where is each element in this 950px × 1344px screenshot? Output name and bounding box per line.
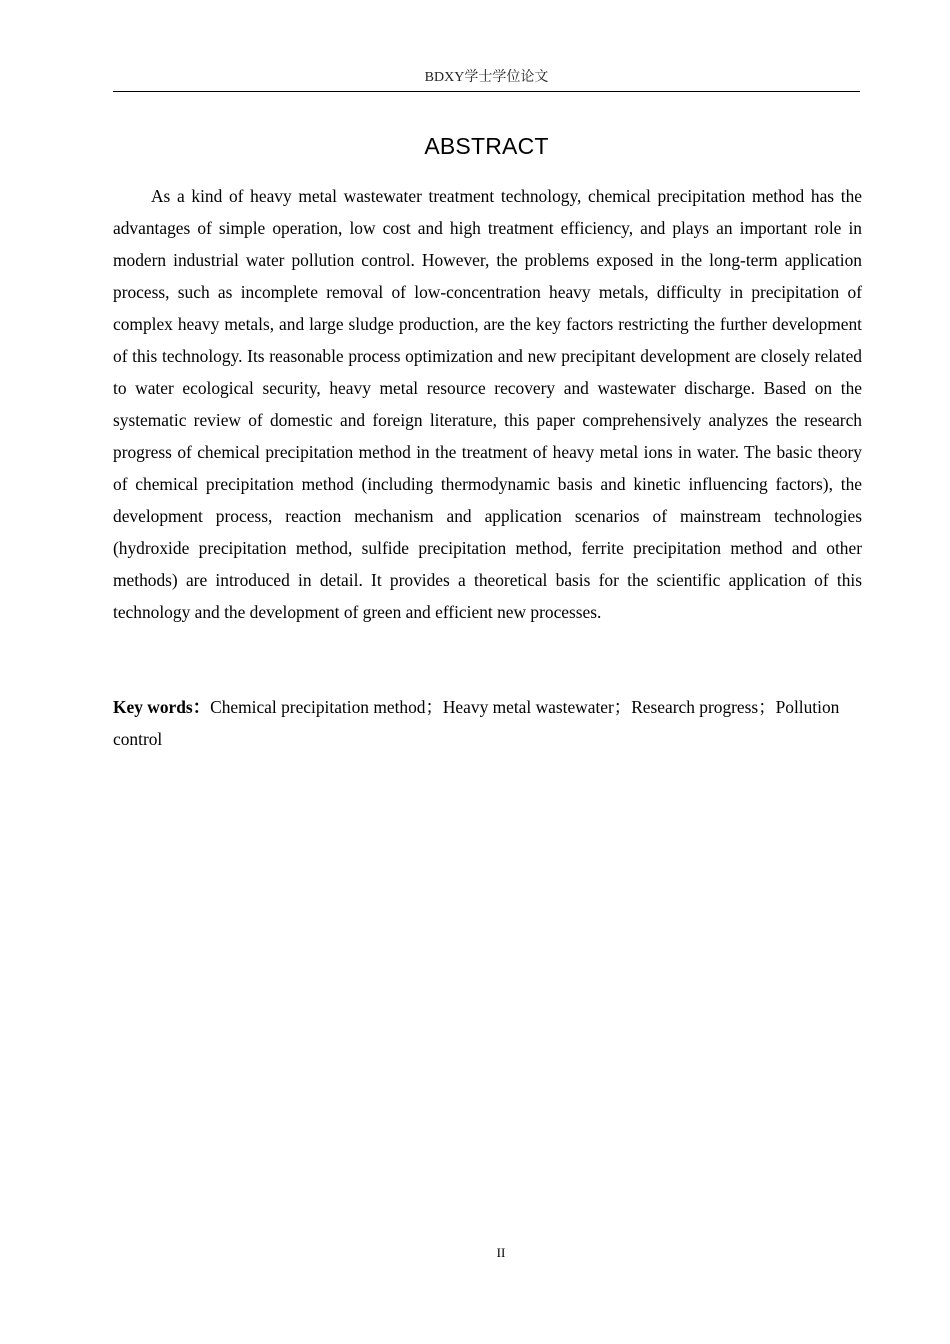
page-number: II xyxy=(496,1245,506,1260)
running-header: BDXY学士学位论文 xyxy=(424,70,549,85)
header-divider xyxy=(113,91,860,92)
abstract-title: ABSTRACT xyxy=(424,133,549,160)
keywords-label: Key words： xyxy=(113,697,211,717)
abstract-body: As a kind of heavy metal wastewater treatment technology, chemical precipitation method has the advantages of simple operation, low cost and high treatment efficiency, and plays an important role in modern industrial water pollution control. However, the problems exposed in the long-term application process, such as incomplete removal of low-concentration heavy metals, difficulty in precipitation of complex heavy metals, and large sludge production, are the key factors restricting the further development of this technology. Its reasonable process optimization and new precipitant development are closely related to water ecological security, heavy metal resource recovery and wastewater discharge. Based on the systematic review of domestic and foreign literature, this paper comprehensively analyzes the research progress of chemical precipitation method in the treatment of heavy metal ions in water. The basic theory of chemical precipitation method (including thermodynamic basis and kinetic influencing factors), the development process, reaction mechanism and application scenarios of mainstream technologies (hydroxide precipitation method, sulfide precipitation method, ferrite precipitation method and other methods) are introduced in detail. It provides a theoretical basis for the scientific application of this technology and the development of green and efficient new processes. xyxy=(113,186,862,622)
keywords-paragraph xyxy=(113,691,862,755)
keywords-list: Chemical precipitation method；Heavy metal wastewater；Research progress；Pollution control xyxy=(113,697,840,749)
